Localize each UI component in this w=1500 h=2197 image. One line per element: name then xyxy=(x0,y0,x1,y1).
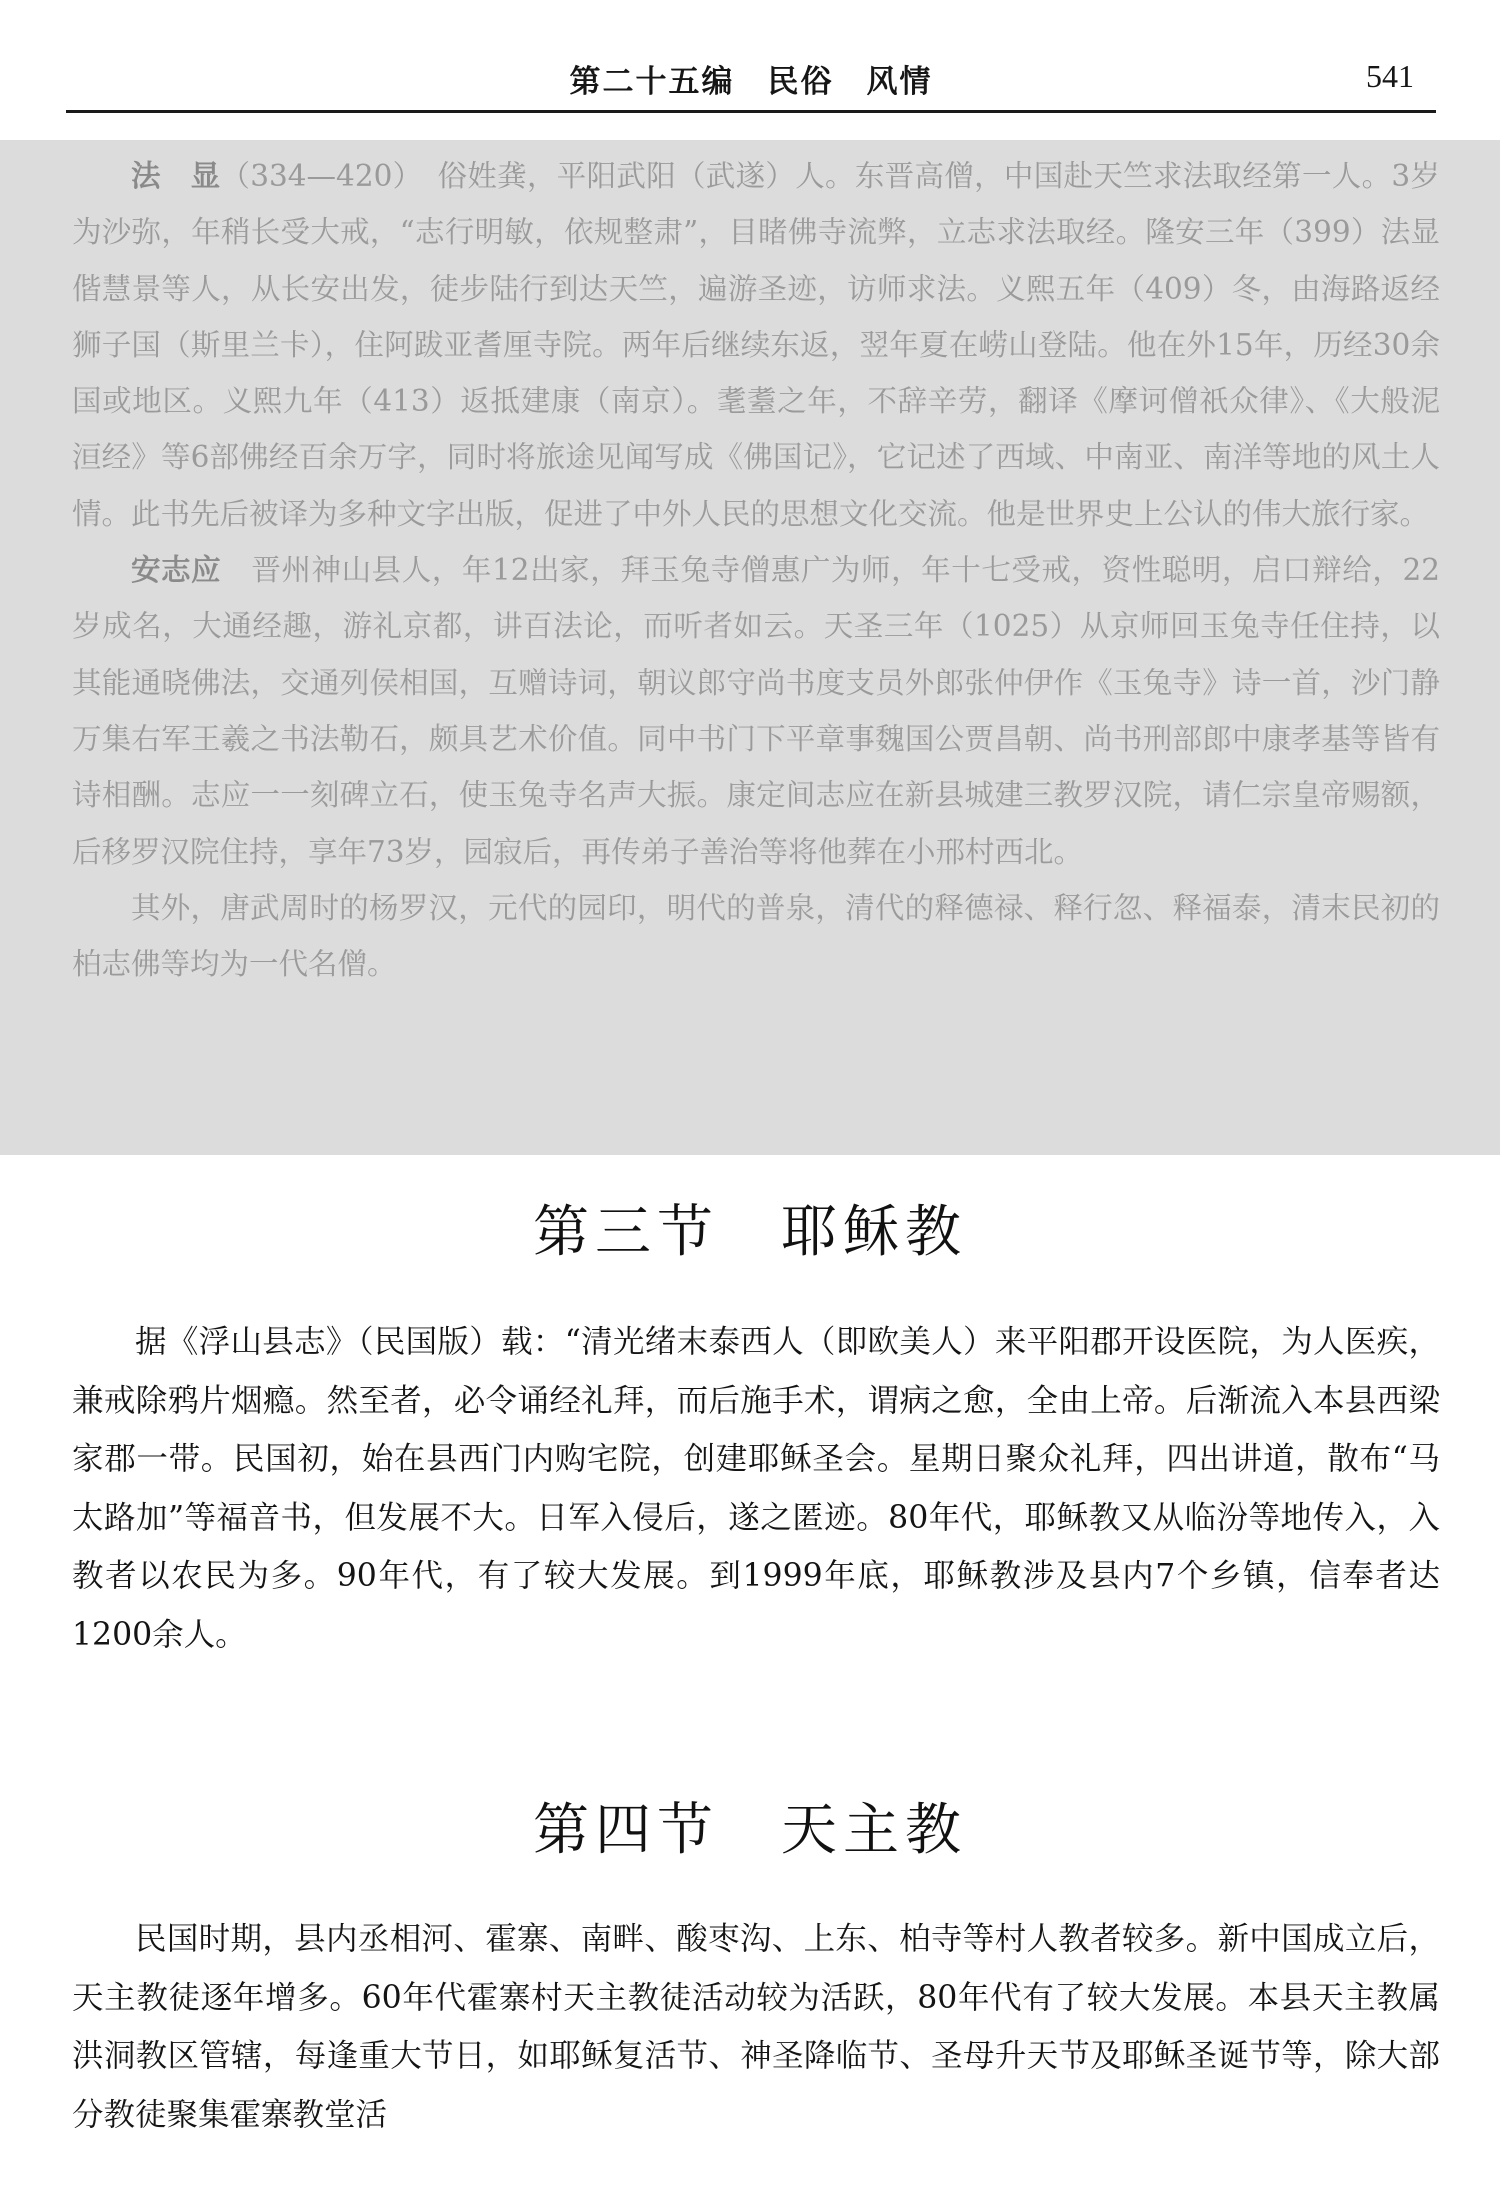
catholic-paragraph: 民国时期，县内丞相河、霍寨、南畔、酸枣沟、上东、柏寺等村人教者较多。新中国成立后，天主教徒逐年增多。60年代霍寨村天主教徒活动较为活跃，80年代有了较大发展。本县天主教属洪洞教区管辖，每逢重大节日，如耶稣复活节、神圣降临节、圣母升天节及耶稣圣诞节等，除大部分教徒聚集霍寨教堂活 xyxy=(72,1921,1440,2133)
faded-region xyxy=(0,140,1500,1155)
section-title-catholic: 第四节 天主教 xyxy=(533,1798,967,1863)
section-title-protestant: 第三节 耶稣教 xyxy=(533,1200,967,1265)
biography-anzhiying xyxy=(72,542,1440,880)
entry-term: 法 显 xyxy=(131,159,221,193)
running-title: 第二十五编 民俗 风情 xyxy=(569,64,933,100)
section-body-protestant xyxy=(72,1313,1440,1664)
page-number: 541 xyxy=(1366,58,1414,94)
faded-text-block xyxy=(72,148,1440,992)
page-header xyxy=(66,52,1436,113)
entry-term: 安志应 xyxy=(131,553,222,588)
entry-text: 晋州神山县人，年12出家，拜玉兔寺僧惠广为师，年十七受戒，资性聪明，启口辩给，22岁成名，大通经趣，游礼京都，讲百法论，而听者如云。天圣三年（1025）从京师回玉兔寺任住持，以其能通晓佛法，交通列侯相国，互赠诗词，朝议郎守尚书度支员外郎张仲伊作《玉兔寺》诗一首，沙门静万集右军王羲之书法勒石，颇具艺术价值。同中书门下平章事魏国公贾昌朝、尚书刑部郎中康孝基等皆有诗相酬。志应一一刻碑立石，使玉兔寺名声大振。康定间志应在新县城建三教罗汉院，请仁宗皇帝赐额，后移罗汉院住持，享年73岁，园寂后，再传弟子善治等将他葬在小邢村西北。 xyxy=(72,553,1440,869)
biography-faxian xyxy=(72,148,1440,542)
section-body-catholic xyxy=(72,1910,1440,2144)
entry-text: （334—420） 俗姓龚，平阳武阳（武遂）人。东晋高僧，中国赴天竺求法取经第一人。3岁为沙弥，年稍长受大戒，“志行明敏，依规整肃”，目睹佛寺流弊，立志求法取经。隆安三年（399）法显偕慧景等人，从长安出发，徒步陆行到达天竺，遍游圣迹，访师求法。义熙五年（409）冬，由海路返经狮子国（斯里兰卡），住阿跋亚耆厘寺院。两年后继续东返，翌年夏在崂山登陆。他在外15年，历经30余国或地区。义熙九年（413）返抵建康（南京）。耄耋之年，不辞辛劳，翻译《摩诃僧祇众律》、《大般泥洹经》等6部佛经百余万字，同时将旅途见闻写成《佛国记》，它记述了西域、中南亚、南洋等地的风土人情。此书先后被译为多种文字出版，促进了中外人民的思想文化交流。他是世界史上公认的伟大旅行家。 xyxy=(72,159,1440,531)
entry-text: 其外，唐武周时的杨罗汉，元代的园印，明代的普泉，清代的释德禄、释行忽、释福泰，清末民初的柏志佛等均为一代名僧。 xyxy=(72,890,1440,982)
protestant-paragraph: 据《浮山县志》（民国版）载：“清光绪末泰西人（即欧美人）来平阳郡开设医院，为人医疾，兼戒除鸦片烟瘾。然至者，必令诵经礼拜，而后施手术，谓病之愈，全由上帝。后渐流入本县西梁家郡一带。民国初，始在县西门内购宅院，创建耶稣圣会。星期日聚众礼拜，四出讲道，散布“马太路加”等福音书，但发展不大。日军入侵后，遂之匿迹。80年代，耶稣教又从临汾等地传入，入教者以农民为多。90年代，有了较大发展。到1999年底，耶稣教涉及县内7个乡镇，信奉者达1200余人。 xyxy=(72,1324,1440,1653)
other-monks-paragraph xyxy=(72,880,1440,993)
